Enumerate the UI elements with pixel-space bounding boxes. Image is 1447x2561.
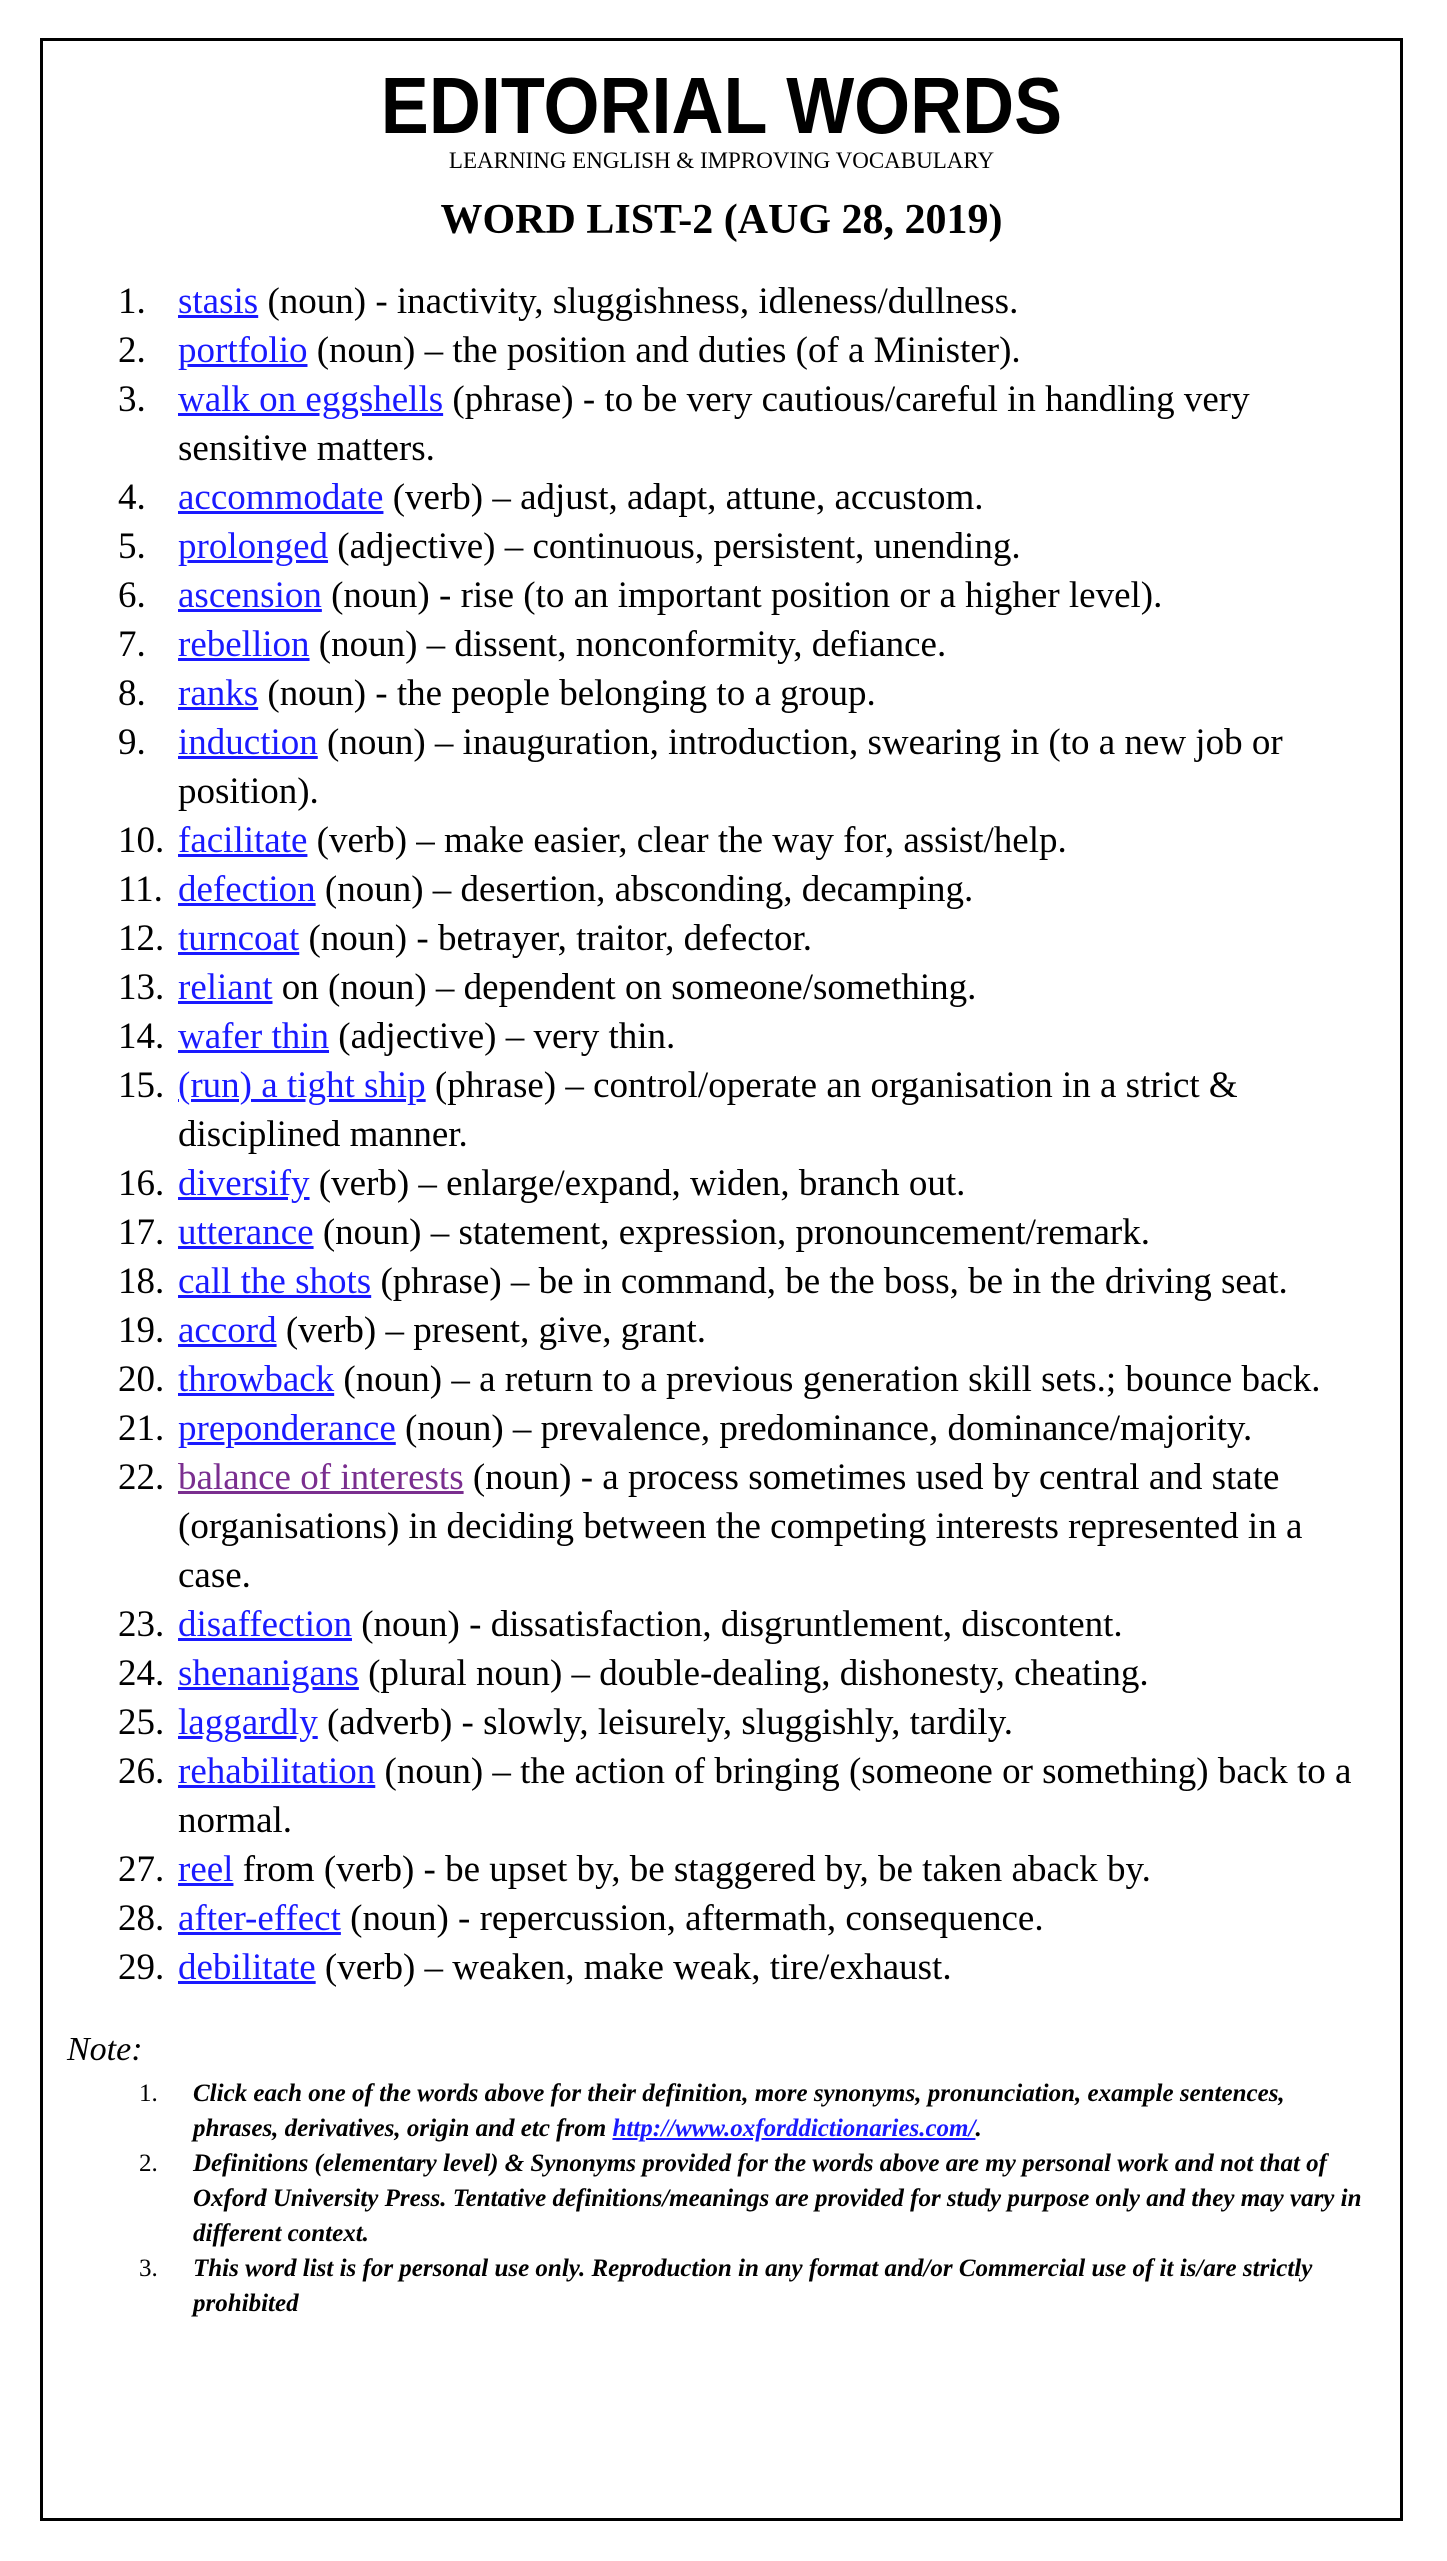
word-link[interactable]: call the shots	[178, 1261, 372, 1302]
word-link[interactable]: utterance	[178, 1212, 314, 1253]
word-definition: (noun) - the people belonging to a group.	[258, 673, 876, 714]
note-text: Definitions (elementary level) & Synonyms provided for the words above are my personal work and not that of Oxford University Press. Tentative definitions/meanings are provided for study purpose only and they may vary in different context.	[193, 2150, 1362, 2247]
word-definition: (plural noun) – double-dealing, dishonesty, cheating.	[358, 1653, 1149, 1694]
entry-number: 5.	[118, 526, 146, 567]
word-definition: (noun) – statement, expression, pronouncement/remark.	[313, 1212, 1150, 1253]
word-entry	[43, 473, 1400, 522]
word-definition: (noun) – inauguration, introduction, swearing in (to a new job or position).	[178, 722, 1283, 812]
entry-number: 26.	[118, 1751, 165, 1792]
word-link[interactable]: disaffection	[178, 1604, 352, 1645]
word-link[interactable]: portfolio	[178, 330, 308, 371]
word-definition: (noun) – prevalence, predominance, dominance/majority.	[395, 1408, 1253, 1449]
word-entry	[43, 1845, 1400, 1894]
note-number: 1.	[139, 2080, 158, 2107]
word-link[interactable]: diversify	[178, 1163, 310, 1204]
entry-number: 23.	[118, 1604, 165, 1645]
note-label: Note:	[67, 2031, 143, 2068]
word-definition: (verb) – make easier, clear the way for, assist/help.	[307, 820, 1067, 861]
entry-number: 1.	[118, 281, 146, 322]
word-entry	[43, 1306, 1400, 1355]
word-entry	[43, 865, 1400, 914]
note-number: 3.	[139, 2255, 158, 2282]
word-definition: (noun) – desertion, absconding, decamping.	[315, 869, 974, 910]
word-definition: (noun) – dissent, nonconformity, defiance.	[309, 624, 947, 665]
word-entry	[43, 1159, 1400, 1208]
word-definition: (phrase) – control/operate an organisation in a strict & disciplined manner.	[178, 1065, 1238, 1155]
note-item	[43, 2146, 1400, 2251]
word-list-title: WORD LIST-2 (AUG 28, 2019)	[440, 197, 1003, 243]
word-entry	[43, 1943, 1400, 1992]
word-definition: (adjective) – continuous, persistent, unending.	[328, 526, 1021, 567]
entry-number: 24.	[118, 1653, 165, 1694]
entry-number: 20.	[118, 1359, 165, 1400]
word-link[interactable]: walk on eggshells	[178, 379, 444, 420]
word-link[interactable]: accord	[178, 1310, 277, 1351]
word-list	[43, 277, 1400, 1992]
word-definition: (phrase) – be in command, be the boss, be in the driving seat.	[371, 1261, 1288, 1302]
word-entry	[43, 1012, 1400, 1061]
word-link[interactable]: reliant	[178, 967, 273, 1008]
word-definition: (noun) - rise (to an important position or a higher level).	[321, 575, 1163, 616]
note-item	[43, 2251, 1400, 2321]
word-link[interactable]: defection	[178, 869, 316, 910]
word-definition: on (noun) – dependent on someone/something.	[272, 967, 977, 1008]
word-definition: (verb) – present, give, grant.	[276, 1310, 707, 1351]
word-definition: (noun) - dissatisfaction, disgruntlement, discontent.	[351, 1604, 1123, 1645]
entry-number: 15.	[118, 1065, 165, 1106]
entry-number: 4.	[118, 477, 146, 518]
word-entry	[43, 1453, 1400, 1600]
note-text-end: .	[975, 2115, 982, 2142]
note-item	[43, 2076, 1400, 2146]
entry-number: 16.	[118, 1163, 165, 1204]
word-entry	[43, 1208, 1400, 1257]
oxford-dictionaries-link[interactable]: http://www.oxforddictionaries.com/	[612, 2115, 976, 2142]
word-entry	[43, 1698, 1400, 1747]
word-definition: (adverb) - slowly, leisurely, sluggishly, tardily.	[317, 1702, 1014, 1743]
word-entry	[43, 1894, 1400, 1943]
entry-number: 14.	[118, 1016, 165, 1057]
word-entry	[43, 277, 1400, 326]
word-link[interactable]: throwback	[178, 1359, 335, 1400]
word-entry	[43, 620, 1400, 669]
note-number: 2.	[139, 2150, 158, 2177]
page-frame	[40, 38, 1403, 2521]
note-section	[43, 2030, 1400, 2321]
word-definition: (noun) - a process sometimes used by central and state (organisations) in deciding between the competing interests represented in a case.	[178, 1457, 1303, 1596]
entry-number: 21.	[118, 1408, 165, 1449]
entry-number: 9.	[118, 722, 146, 763]
word-link[interactable]: preponderance	[178, 1408, 396, 1449]
word-link[interactable]: ranks	[178, 673, 259, 714]
word-entry	[43, 914, 1400, 963]
entry-number: 3.	[118, 379, 146, 420]
word-entry	[43, 375, 1400, 473]
entry-number: 12.	[118, 918, 165, 959]
note-text: Click each one of the words above for their definition, more synonyms, pronunciation, example sentences, phrases, derivatives, origin and etc from	[193, 2080, 1285, 2142]
word-link[interactable]: rebellion	[178, 624, 310, 665]
entry-number: 11.	[118, 869, 163, 910]
word-definition: (noun) - repercussion, aftermath, consequence.	[340, 1898, 1044, 1939]
word-entry	[43, 571, 1400, 620]
entry-number: 22.	[118, 1457, 165, 1498]
word-link[interactable]: accommodate	[178, 477, 384, 518]
word-entry	[43, 1355, 1400, 1404]
word-entry	[43, 1404, 1400, 1453]
entry-number: 10.	[118, 820, 165, 861]
note-list	[43, 2076, 1400, 2321]
entry-number: 18.	[118, 1261, 165, 1302]
word-link[interactable]: debilitate	[178, 1947, 316, 1988]
word-link[interactable]: induction	[178, 722, 318, 763]
word-entry	[43, 963, 1400, 1012]
word-entry	[43, 1649, 1400, 1698]
word-link[interactable]: shenanigans	[178, 1653, 359, 1694]
word-entry	[43, 718, 1400, 816]
word-definition: (verb) – enlarge/expand, widen, branch out.	[309, 1163, 966, 1204]
word-link[interactable]: (run) a tight ship	[178, 1065, 426, 1106]
word-entry	[43, 669, 1400, 718]
word-entry	[43, 326, 1400, 375]
word-link[interactable]: rehabilitation	[178, 1751, 376, 1792]
entry-number: 19.	[118, 1310, 165, 1351]
word-entry	[43, 816, 1400, 865]
word-link[interactable]: ascension	[178, 575, 322, 616]
entry-number: 8.	[118, 673, 146, 714]
word-definition: (noun) – a return to a previous generation skill sets.; bounce back.	[334, 1359, 1321, 1400]
entry-number: 13.	[118, 967, 165, 1008]
word-definition: (noun) - inactivity, sluggishness, idleness/dullness.	[258, 281, 1019, 322]
header	[43, 63, 1400, 245]
word-definition: (adjective) – very thin.	[329, 1016, 676, 1057]
entry-number: 28.	[118, 1898, 165, 1939]
entry-number: 25.	[118, 1702, 165, 1743]
word-definition: (noun) – the action of bringing (someone or something) back to a normal.	[178, 1751, 1352, 1841]
word-link[interactable]: reel	[178, 1849, 234, 1890]
word-definition: (noun) - betrayer, traitor, defector.	[299, 918, 812, 959]
word-entry	[43, 1061, 1400, 1159]
entry-number: 7.	[118, 624, 146, 665]
word-definition: (verb) – adjust, adapt, attune, accustom.	[383, 477, 984, 518]
word-link[interactable]: prolonged	[178, 526, 329, 567]
word-definition: (verb) – weaken, make weak, tire/exhaust.	[315, 1947, 952, 1988]
entry-number: 6.	[118, 575, 146, 616]
word-link[interactable]: after-effect	[178, 1898, 341, 1939]
word-link[interactable]: wafer thin	[178, 1016, 330, 1057]
word-entry	[43, 1600, 1400, 1649]
word-definition: from (verb) - be upset by, be staggered by, be taken aback by.	[233, 1849, 1151, 1890]
entry-number: 17.	[118, 1212, 165, 1253]
word-definition: (noun) – the position and duties (of a Minister).	[307, 330, 1021, 371]
brand-title: EDITORIAL WORDS	[380, 61, 1063, 150]
word-link[interactable]: turncoat	[178, 918, 300, 959]
word-link[interactable]: balance of interests	[178, 1457, 464, 1498]
note-text: This word list is for personal use only. Reproduction in any format and/or Commercial use of it is/are strictly prohibited	[193, 2255, 1313, 2317]
tagline: LEARNING ENGLISH & IMPROVING VOCABULARY	[448, 148, 995, 173]
word-entry	[43, 1257, 1400, 1306]
word-link[interactable]: laggardly	[178, 1702, 318, 1743]
word-entry	[43, 1747, 1400, 1845]
word-entry	[43, 522, 1400, 571]
word-link[interactable]: facilitate	[178, 820, 308, 861]
word-link[interactable]: stasis	[178, 281, 259, 322]
entry-number: 2.	[118, 330, 146, 371]
entry-number: 27.	[118, 1849, 165, 1890]
word-definition: (phrase) - to be very cautious/careful in handling very sensitive matters.	[178, 379, 1250, 469]
entry-number: 29.	[118, 1947, 165, 1988]
